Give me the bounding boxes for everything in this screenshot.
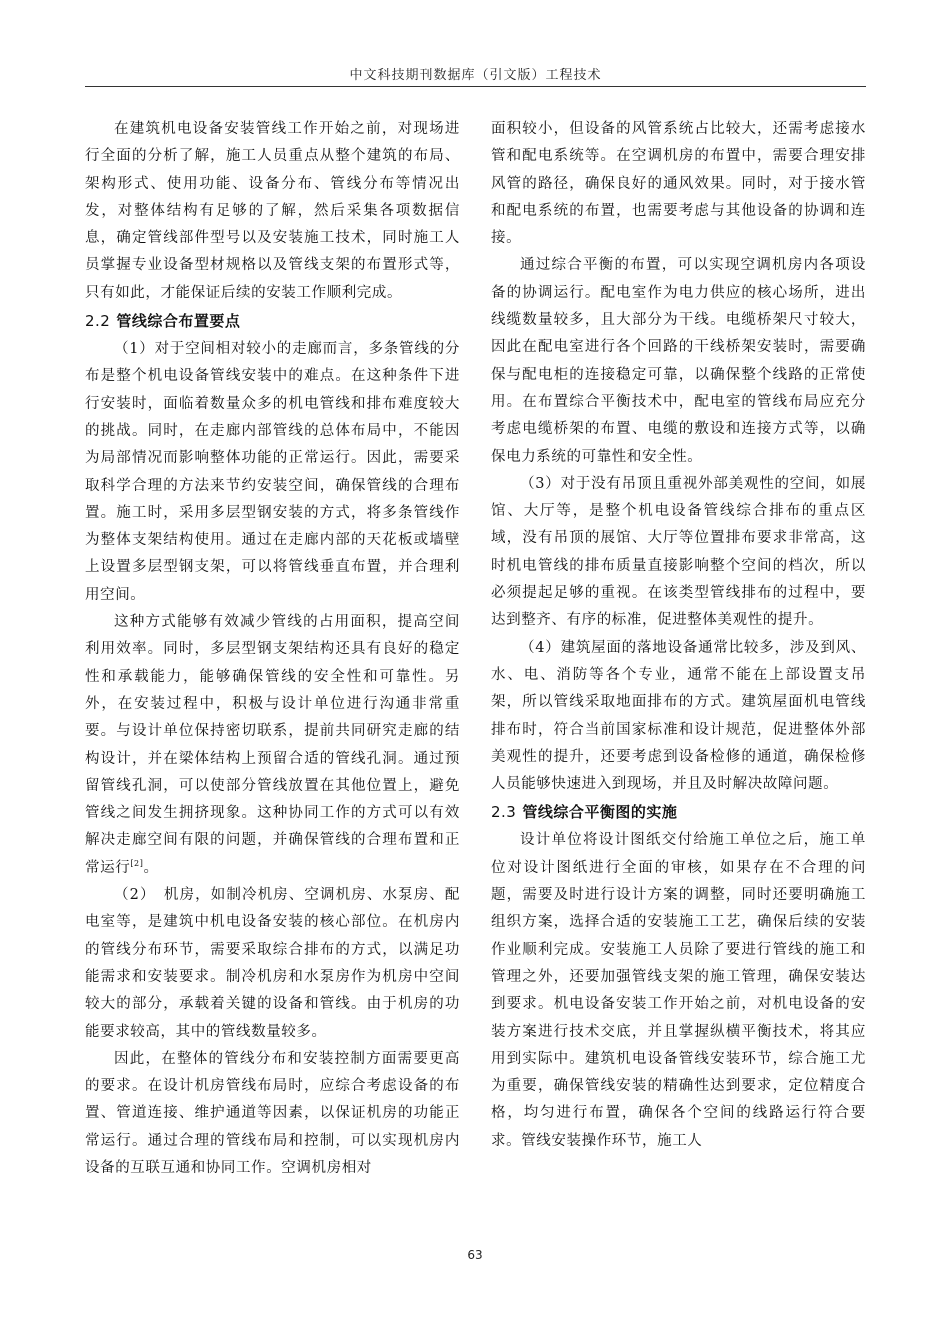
paragraph-tail: 。 [143, 859, 159, 876]
paragraph [85, 609, 460, 882]
paragraph: （2） 机房，如制冷机房、空调机房、水泵房、配电室等，是建筑中机电设备安装的核心部位。在机房内的管线分布环节，需要采取综合排布的方式，以满足功能需求和安装要求。制冷机房和水泵房作为机房中空间较大的部分，承载着关键的设备和管线。由于机房的功能要求较高，其中的管线数量较多。 [85, 887, 460, 1040]
section-number: 2.3 [491, 803, 517, 822]
paragraph: （3）对于没有吊顶且重视外部美观性的空间，如展馆、大厅等，是整个机电设备管线综合排布的重点区域，没有吊顶的展馆、大厅等位置排布要求非常高，这时机电管线的排布质量直接影响整个空间的档次，所以必须提起足够的重视。在该类型管线排布的过程中，要达到整齐、有序的标准，促进整体美观性的提升。 [491, 475, 866, 629]
section-title: 管线综合布置要点 [116, 312, 241, 331]
paragraph: 在建筑机电设备安装管线工作开始之前，对现场进行全面的分析了解，施工人员重点从整个建筑的布局、架构形式、使用功能、设备分布、管线分布等情况出发，对整体结构有足够的了解，然后采集各项数据信息，确定管线部件型号以及安装施工技术，同时施工人员掌握专业设备型材规格以及管线支架的布置形式等，只有如此，才能保证后续的安装工作顺利完成。 [85, 121, 460, 301]
section-title: 管线综合平衡图的实施 [522, 803, 678, 822]
left-column [85, 116, 460, 1182]
section-number: 2.2 [85, 312, 111, 331]
paragraph: （1）对于空间相对较小的走廊而言，多条管线的分布是整个机电设备管线安装中的难点。在这种条件下进行安装时，面临着数量众多的机电管线和排布难度较大的挑战。同时，在走廊内部管线的总体布局中，不能因为局部情况而影响整体功能的正常运行。因此，需要采取科学合理的方法来节约安装空间，确保管线的合理布置。施工时，采用多层型钢安装的方式，将多条管线作为整体支架结构使用。通过在走廊内部的天花板或墙壁上设置多层型钢支架，可以将管线垂直布置，并合理利用空间。 [85, 341, 460, 603]
section-heading-2-2 [85, 309, 460, 334]
paragraph: 因此，在整体的管线分布和安装控制方面需要更高的要求。在设计机房管线布局时，应综合考虑设备的布置、管道连接、维护通道等因素，以保证机房的功能正常运行。通过合理的管线布局和控制，可以实现机房内设备的互联互通和协同工作。空调机房相对 [85, 1050, 460, 1176]
paragraph: 面积较小，但设备的风管系统占比较大，还需考虑接水管和配电系统等。在空调机房的布置中，需要合理安排风管的路径，确保良好的通风效果。同时，对于接水管和配电系统的布置，也需要考虑与其他设备的协调和连接。 [491, 121, 866, 247]
page-number: 63 [467, 1248, 483, 1262]
citation-ref[interactable]: [2] [130, 858, 144, 868]
paragraph: 通过综合平衡的布置，可以实现空调机房内各项设备的协调运行。配电室作为电力供应的核心场所，进出线缆数量较多，且大部分为干线。电缆桥架尺寸较大，因此在配电室进行各个回路的干线桥架安装时，需要确保与配电柜的连接稳定可靠，以确保整个线路的正常使用。在布置综合平衡技术中，配电室的管线布局应充分考虑电缆桥架的布置、电缆的敷设和连接方式等，以确保电力系统的可靠性和安全性。 [491, 257, 866, 465]
right-column [491, 116, 866, 1155]
paragraph-text: 这种方式能够有效减少管线的占用面积，提高空间利用效率。同时，多层型钢支架结构还具有良好的稳定性和承载能力，能够确保管线的安全性和可靠性。另外，在安装过程中，积极与设计单位进行沟通非常重要。与设计单位保持密切联系，提前共同研究走廊的结构设计，并在梁体结构上预留合适的管线孔洞。通过预留管线孔洞，可以使部分管线放置在其他位置上，避免管线之间发生拥挤现象。这种协同工作的方式可以有效解决走廊空间有限的问题，并确保管线的合理布置和正常运行 [85, 614, 460, 876]
journal-header: 中文科技期刊数据库（引文版）工程技术 [349, 68, 602, 83]
paragraph: 设计单位将设计图纸交付给施工单位之后，施工单位对设计图纸进行全面的审核，如果存在不合理的问题，需要及时进行设计方案的调整，同时还要明确施工组织方案，选择合适的安装施工工艺，确保后续的安装作业顺利完成。安装施工人员除了要进行管线的施工和管理之外，还要加强管线支架的施工管理，确保安装达到要求。机电设备安装工作开始之前，对机电设备的安装方案进行技术交底，并且掌握纵横平衡技术，将其应用到实际中。建筑机电设备管线安装环节，综合施工尤为重要，确保管线安装的精确性达到要求，定位精度合格，均匀进行布置，确保各个空间的线路运行符合要求。管线安装操作环节，施工人 [491, 832, 866, 1149]
section-heading-2-3 [491, 800, 866, 825]
header-rule [85, 86, 866, 87]
paragraph: （4）建筑屋面的落地设备通常比较多，涉及到风、水、电、消防等各个专业，通常不能在上部设置支吊架，所以管线采取地面排布的方式。建筑屋面机电管线排布时，符合当前国家标准和设计规范，促进整体外部美观性的提升，还要考虑到设备检修的通道，确保检修人员能够快速进入到现场，并且及时解决故障问题。 [491, 639, 866, 793]
